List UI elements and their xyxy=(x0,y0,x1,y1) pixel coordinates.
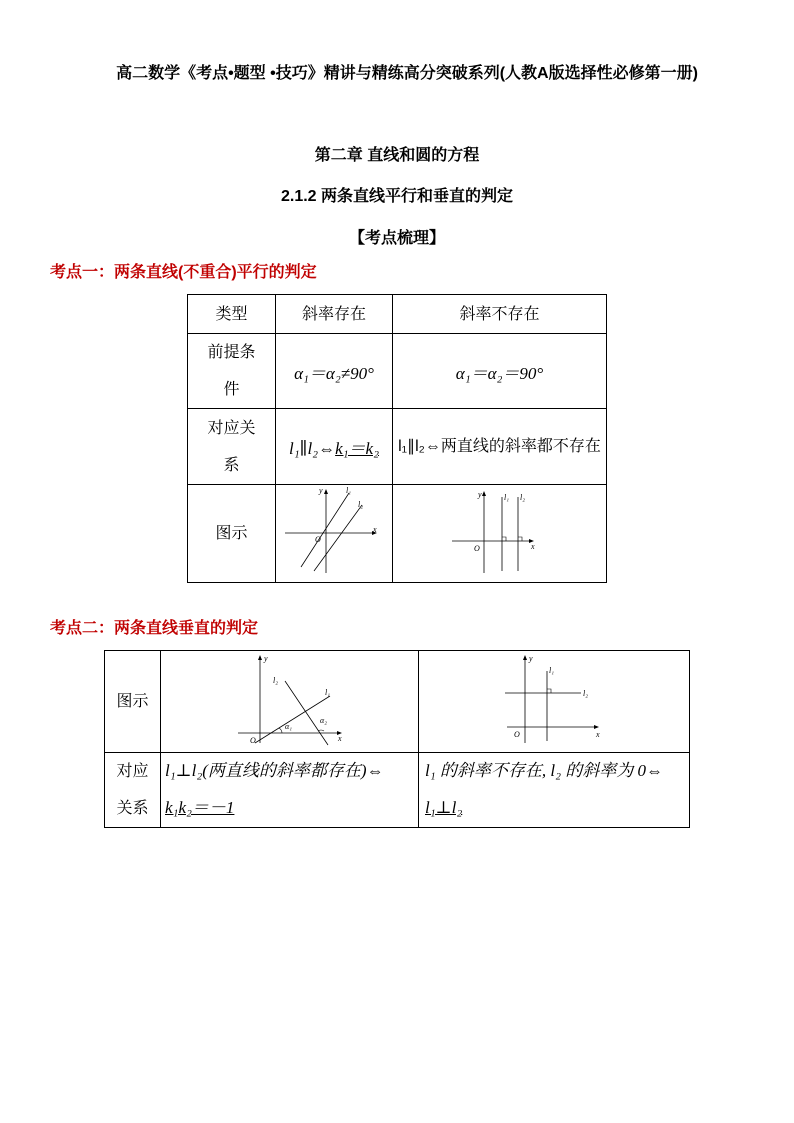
svg-text:x: x xyxy=(373,525,377,534)
row-relation-label: 对应关系 xyxy=(105,753,161,828)
summary-heading: 【考点梳理】 xyxy=(348,230,445,247)
kp1-heading: 考点一：两条直线(不重合)平行的判定 xyxy=(50,264,317,281)
svg-text:y: y xyxy=(529,654,533,663)
vertical-lines-diagram xyxy=(440,485,560,577)
svg-text:y: y xyxy=(319,486,323,495)
relation-slope-not-exist: l₁ 的斜率不存在, l₂ 的斜率为 0⇔ l₁⊥l₂ xyxy=(419,753,690,828)
relation-not-exists: l₁∥l₂⇔两直线的斜率都不存在 xyxy=(393,409,607,485)
relation-slopes-exist: l₁⊥l₂(两直线的斜率都存在)⇔ k₁k₂＝－1 xyxy=(161,753,419,828)
figure-parallel-slopes xyxy=(276,485,393,583)
svg-text:l₁: l₁ xyxy=(549,666,555,675)
perpendicular-table xyxy=(104,650,690,828)
svg-text:l₁: l₁ xyxy=(324,688,330,697)
premise-not-exists: α₁＝α₂＝90° xyxy=(393,334,607,409)
section-title: 2.1.2 两条直线平行和垂直的判定 xyxy=(280,188,514,205)
row-figure-label: 图示 xyxy=(105,651,161,753)
svg-text:O: O xyxy=(473,544,480,553)
svg-text:x: x xyxy=(530,542,535,551)
perpendicular-lines-diagram xyxy=(230,651,350,747)
svg-text:y: y xyxy=(263,654,268,663)
svg-text:x: x xyxy=(337,734,342,743)
header-slope-not-exists: 斜率不存在 xyxy=(393,295,607,334)
parallel-table xyxy=(187,294,607,583)
row-relation-label: 对应关系 xyxy=(188,409,276,485)
premise-exists: α₁＝α₂≠90° xyxy=(276,334,393,409)
header-slope-exists: 斜率存在 xyxy=(276,295,393,334)
svg-text:l₂: l₂ xyxy=(519,493,525,502)
chapter-title: 第二章 直线和圆的方程 xyxy=(314,147,480,164)
svg-text:l₁: l₁ xyxy=(346,486,352,495)
svg-text:l₂: l₂ xyxy=(583,689,589,698)
svg-text:O: O xyxy=(315,535,321,544)
header-type: 类型 xyxy=(188,295,276,334)
svg-text:l₂: l₂ xyxy=(272,676,278,685)
figure-vertical-lines xyxy=(393,485,607,583)
svg-text:α₁: α₁ xyxy=(284,722,292,731)
svg-text:O: O xyxy=(514,730,520,739)
parallel-lines-diagram xyxy=(279,485,389,577)
kp2-heading: 考点二：两条直线垂直的判定 xyxy=(50,620,259,637)
svg-text:l₂: l₂ xyxy=(358,500,364,509)
figure-perpendicular-axes xyxy=(419,651,690,753)
series-title: 高二数学《考点•题型 •技巧》精讲与精练高分突破系列(人教A版选择性必修第一册) xyxy=(116,65,698,82)
svg-text:x: x xyxy=(596,730,600,739)
row-figure-label: 图示 xyxy=(188,485,276,583)
axis-perpendicular-diagram xyxy=(499,651,609,747)
svg-text:l₁: l₁ xyxy=(503,493,509,502)
row-premise-label: 前提条件 xyxy=(188,334,276,409)
figure-perpendicular-slopes xyxy=(161,651,419,753)
relation-exists: l₁∥l₂⇔k₁＝k₂ xyxy=(276,409,393,485)
svg-text:O: O xyxy=(249,736,256,745)
svg-text:α₂: α₂ xyxy=(319,716,327,725)
svg-text:y: y xyxy=(477,490,482,499)
